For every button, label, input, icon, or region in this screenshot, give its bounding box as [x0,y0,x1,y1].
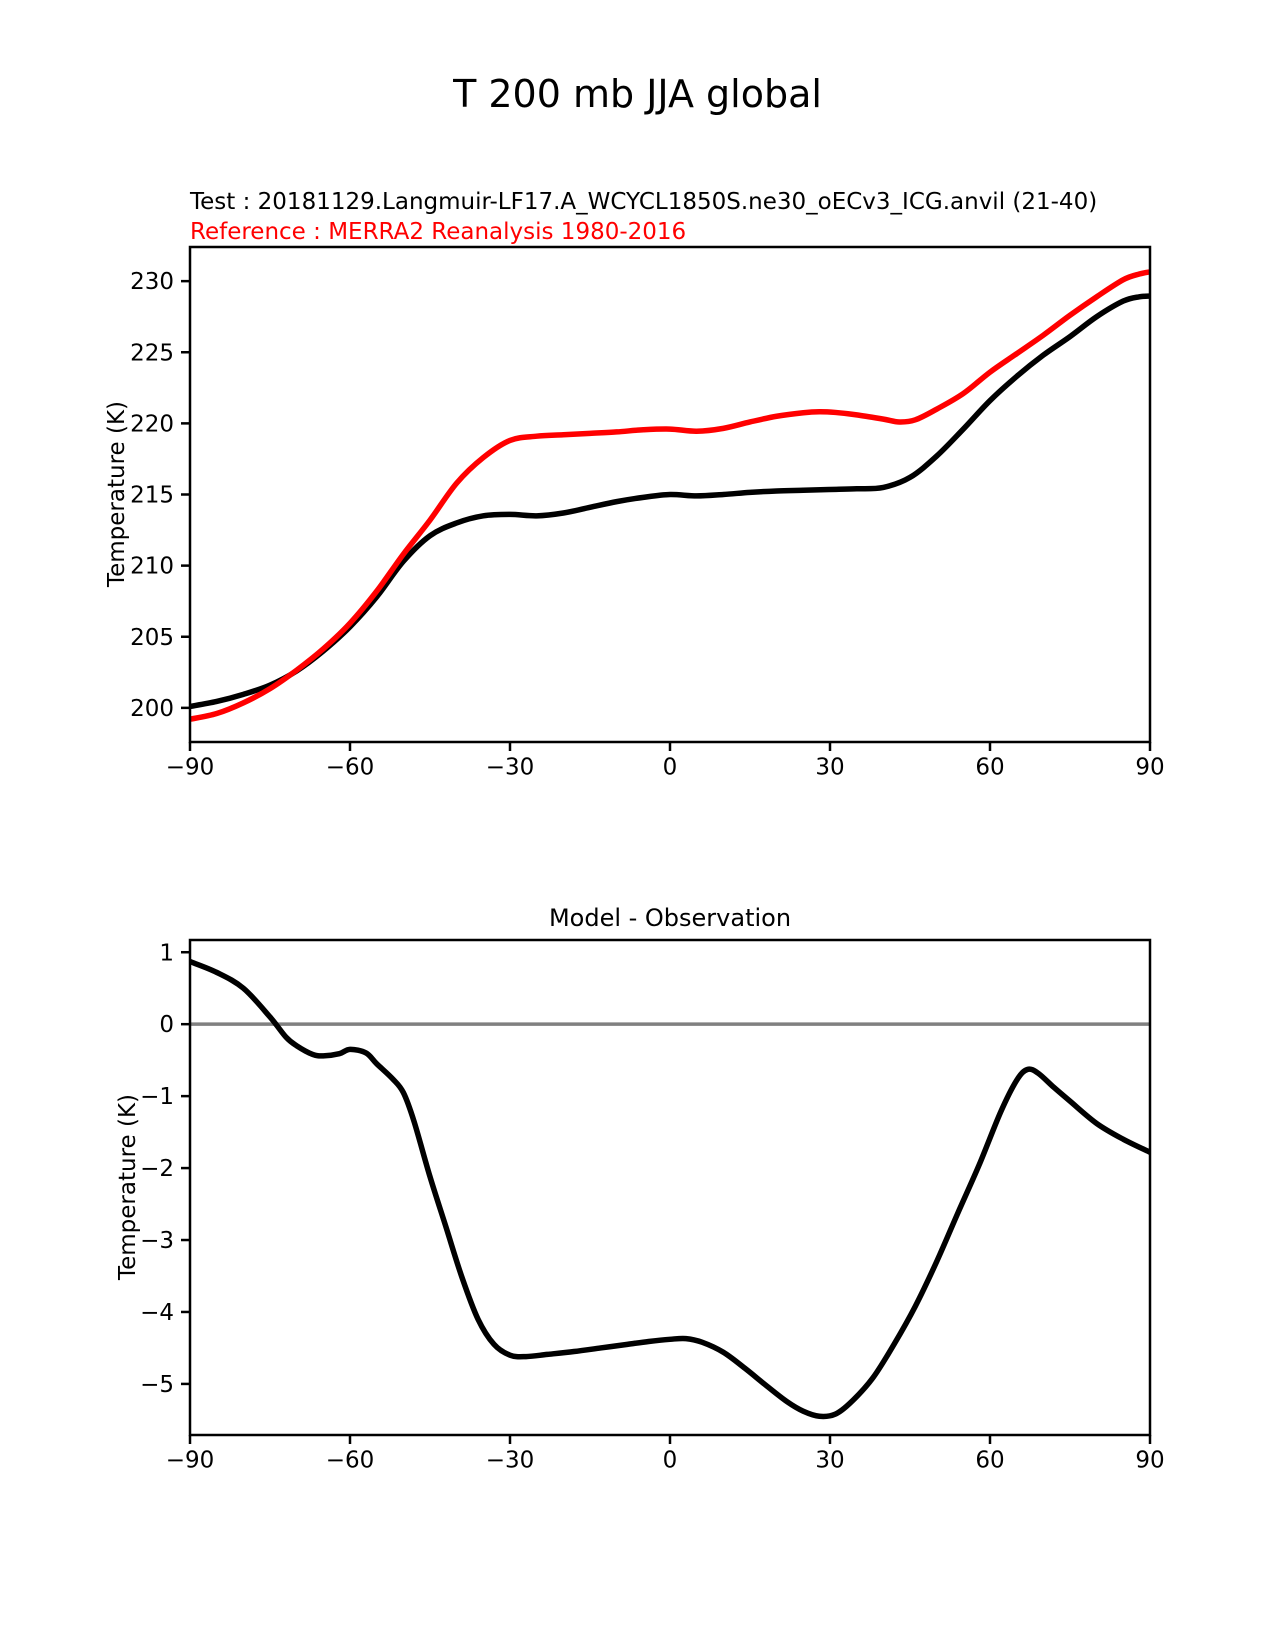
y-tick-label: 220 [130,411,174,438]
y-tick-label: 1 [159,940,174,967]
x-tick-label: −30 [485,1447,535,1474]
x-tick-label: −60 [325,754,375,781]
y-tick-label: −2 [140,1156,174,1183]
y-tick-label: 200 [130,695,174,722]
x-tick-label: −60 [325,1447,375,1474]
page-title: T 200 mb JJA global [453,72,822,116]
y-tick-label: 230 [130,269,174,296]
x-tick-label: 30 [815,1447,845,1474]
y-tick-label: −1 [140,1084,174,1111]
y-tick-label: −3 [140,1228,174,1255]
reference-dataset-label: Reference : MERRA2 Reanalysis 1980-2016 [190,219,687,245]
x-tick-label: −90 [165,754,215,781]
x-tick-label: 60 [975,754,1005,781]
x-tick-label: −30 [485,754,535,781]
y-tick-label: −4 [140,1300,174,1327]
x-tick-label: 30 [815,754,845,781]
y-tick-label: 205 [130,624,174,651]
x-tick-label: 90 [1135,754,1165,781]
x-tick-label: 60 [975,1447,1005,1474]
y-tick-label: 210 [130,553,174,580]
x-tick-label: 0 [662,1447,678,1474]
x-tick-label: 90 [1135,1447,1165,1474]
temperature-axes [130,247,1165,781]
x-tick-label: 0 [662,754,678,781]
test-run-label: Test : 20181129.Langmuir-LF17.A_WCYCL1850S.ne30_oECv3_ICG.anvil (21-40) [190,189,1098,215]
curve-model-observation [190,962,1150,1417]
difference-panel-title: Model - Observation [548,904,792,932]
y-tick-label: 215 [130,482,174,509]
y-tick-label: 0 [159,1012,174,1039]
difference-axes [140,940,1165,1474]
top-y-axis-label: Temperature (K) [104,400,130,588]
bottom-y-axis-label: Temperature (K) [115,1093,141,1281]
axes-spines [190,940,1150,1435]
y-tick-label: 225 [130,340,174,367]
x-tick-label: −90 [165,1447,215,1474]
y-tick-label: −5 [140,1371,174,1398]
